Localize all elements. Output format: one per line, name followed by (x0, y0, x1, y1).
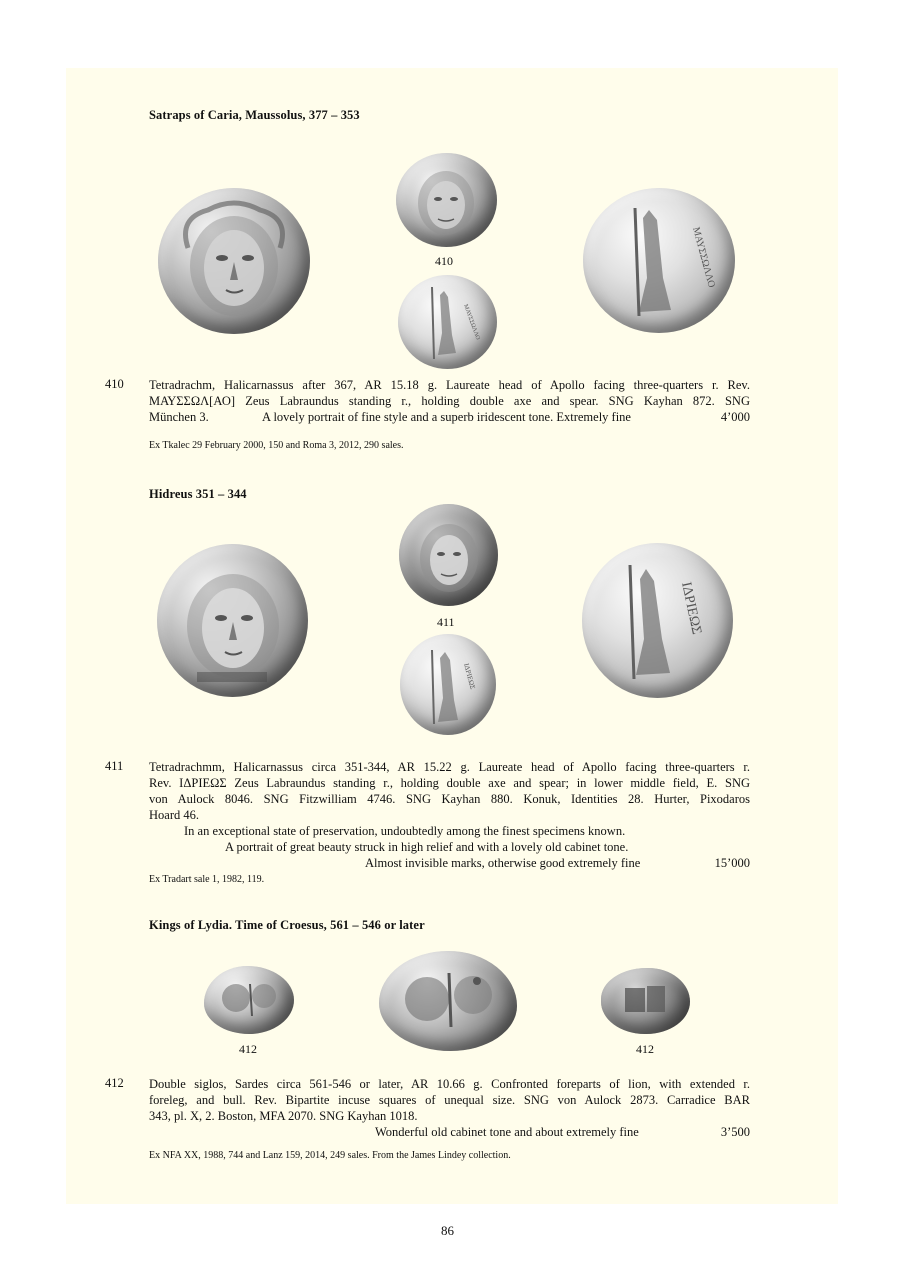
lot-description (149, 1076, 750, 1140)
lot-provenance: Ex Tkalec 29 February 2000, 150 and Roma 3, 2012, 290 sales. (149, 440, 404, 451)
description-line: ΜΑΥΣΣΩΛ[ΑΟ] Zeus Labraundus standing r., holding double axe and spear. SNG Kayhan 872. SNG (149, 394, 750, 408)
description-line: Tetradrachmm, Halicarnassus circa 351-344, AR 15.22 g. Laureate head of Apollo facing three-quarters r. (149, 760, 750, 774)
svg-text:ΙΔΡΙΕΩΣ: ΙΔΡΙΕΩΣ (462, 662, 477, 691)
lot-provenance: Ex Tradart sale 1, 1982, 119. (149, 874, 265, 885)
figure-label-410: 410 (435, 254, 453, 268)
description-line: Rev. ΙΔΡΙΕΩΣ Zeus Labraundus standing r., holding double axe and spear; in lower middle field, E. SNG (149, 776, 750, 790)
figure-label-411: 411 (437, 615, 455, 629)
coin-411-reverse-large (582, 543, 733, 698)
section-title-hidreus: Hidreus 351 – 344 (149, 487, 247, 501)
lot-remark: A lovely portrait of fine style and a superb iridescent tone. Extremely fine (262, 410, 631, 424)
lot-number: 410 (105, 377, 124, 391)
lot-price: 4’000 (720, 410, 750, 424)
section-title-lydia: Kings of Lydia. Time of Croesus, 561 – 546 or later (149, 918, 425, 932)
coin-411-obverse-small (399, 504, 498, 606)
coin-412-obverse-large (379, 951, 517, 1051)
lot-remark: Wonderful old cabinet tone and about extremely fine (375, 1125, 639, 1139)
description-line: Hoard 46. (149, 808, 199, 822)
lot-remark: A portrait of great beauty struck in high relief and with a lovely old cabinet tone. (225, 840, 629, 854)
figure-label-412-right: 412 (636, 1042, 654, 1056)
section-title-maussolus: Satraps of Caria, Maussolus, 377 – 353 (149, 108, 360, 122)
lot-remark: Almost invisible marks, otherwise good extremely fine (365, 856, 641, 870)
page-number: 86 (441, 1223, 454, 1238)
description-line: Double siglos, Sardes circa 561-546 or later, AR 10.66 g. Confronted foreparts of lion, with extended r. (149, 1077, 750, 1091)
description-line: Tetradrachm, Halicarnassus after 367, AR 15.18 g. Laureate head of Apollo facing three-quarters r. Rev. (149, 378, 750, 392)
lot-description (149, 759, 750, 871)
coin-411-reverse-small (400, 634, 496, 735)
coin-411-obverse-large (157, 544, 308, 697)
description-line: von Aulock 8046. SNG Fitzwilliam 4746. SNG Kayhan 880. Konuk, Identities 28. Hurter, Pixodaros (149, 792, 750, 806)
coin-410-reverse-small (398, 275, 497, 369)
description-line: foreleg, and bull. Rev. Bipartite incuse squares of unequal size. SNG von Aulock 2873. Carradice BAR (149, 1093, 750, 1107)
coin-410-obverse-small (396, 153, 497, 247)
svg-text:ΜΑΥΣΣΩΛΛΟ: ΜΑΥΣΣΩΛΛΟ (462, 303, 481, 341)
lot-price: 15’000 (714, 856, 750, 870)
figure-label-412-left: 412 (239, 1042, 257, 1056)
lot-price: 3’500 (720, 1125, 750, 1139)
coin-410-obverse-large (158, 188, 310, 334)
lot-remark: In an exceptional state of preservation, undoubtedly among the finest specimens known. (184, 824, 626, 838)
coin-412-reverse-small (601, 968, 690, 1034)
lot-number: 412 (105, 1076, 124, 1090)
lot-description (149, 377, 750, 425)
coin-412-obverse-small (204, 966, 294, 1034)
coin-410-reverse-large (583, 188, 735, 333)
lot-provenance: Ex NFA XX, 1988, 744 and Lanz 159, 2014, 249 sales. From the James Lindey collection. (149, 1150, 511, 1161)
svg-text:ΜΑΥΣΣΩΛΛΟ: ΜΑΥΣΣΩΛΛΟ (690, 225, 717, 289)
lot-number: 411 (105, 759, 124, 773)
description-line: München 3. (149, 410, 209, 424)
svg-text:ΙΔΡΙΕΩΣ: ΙΔΡΙΕΩΣ (678, 580, 704, 636)
description-line: 343, pl. X, 2. Boston, MFA 2070. SNG Kayhan 1018. (149, 1109, 418, 1123)
